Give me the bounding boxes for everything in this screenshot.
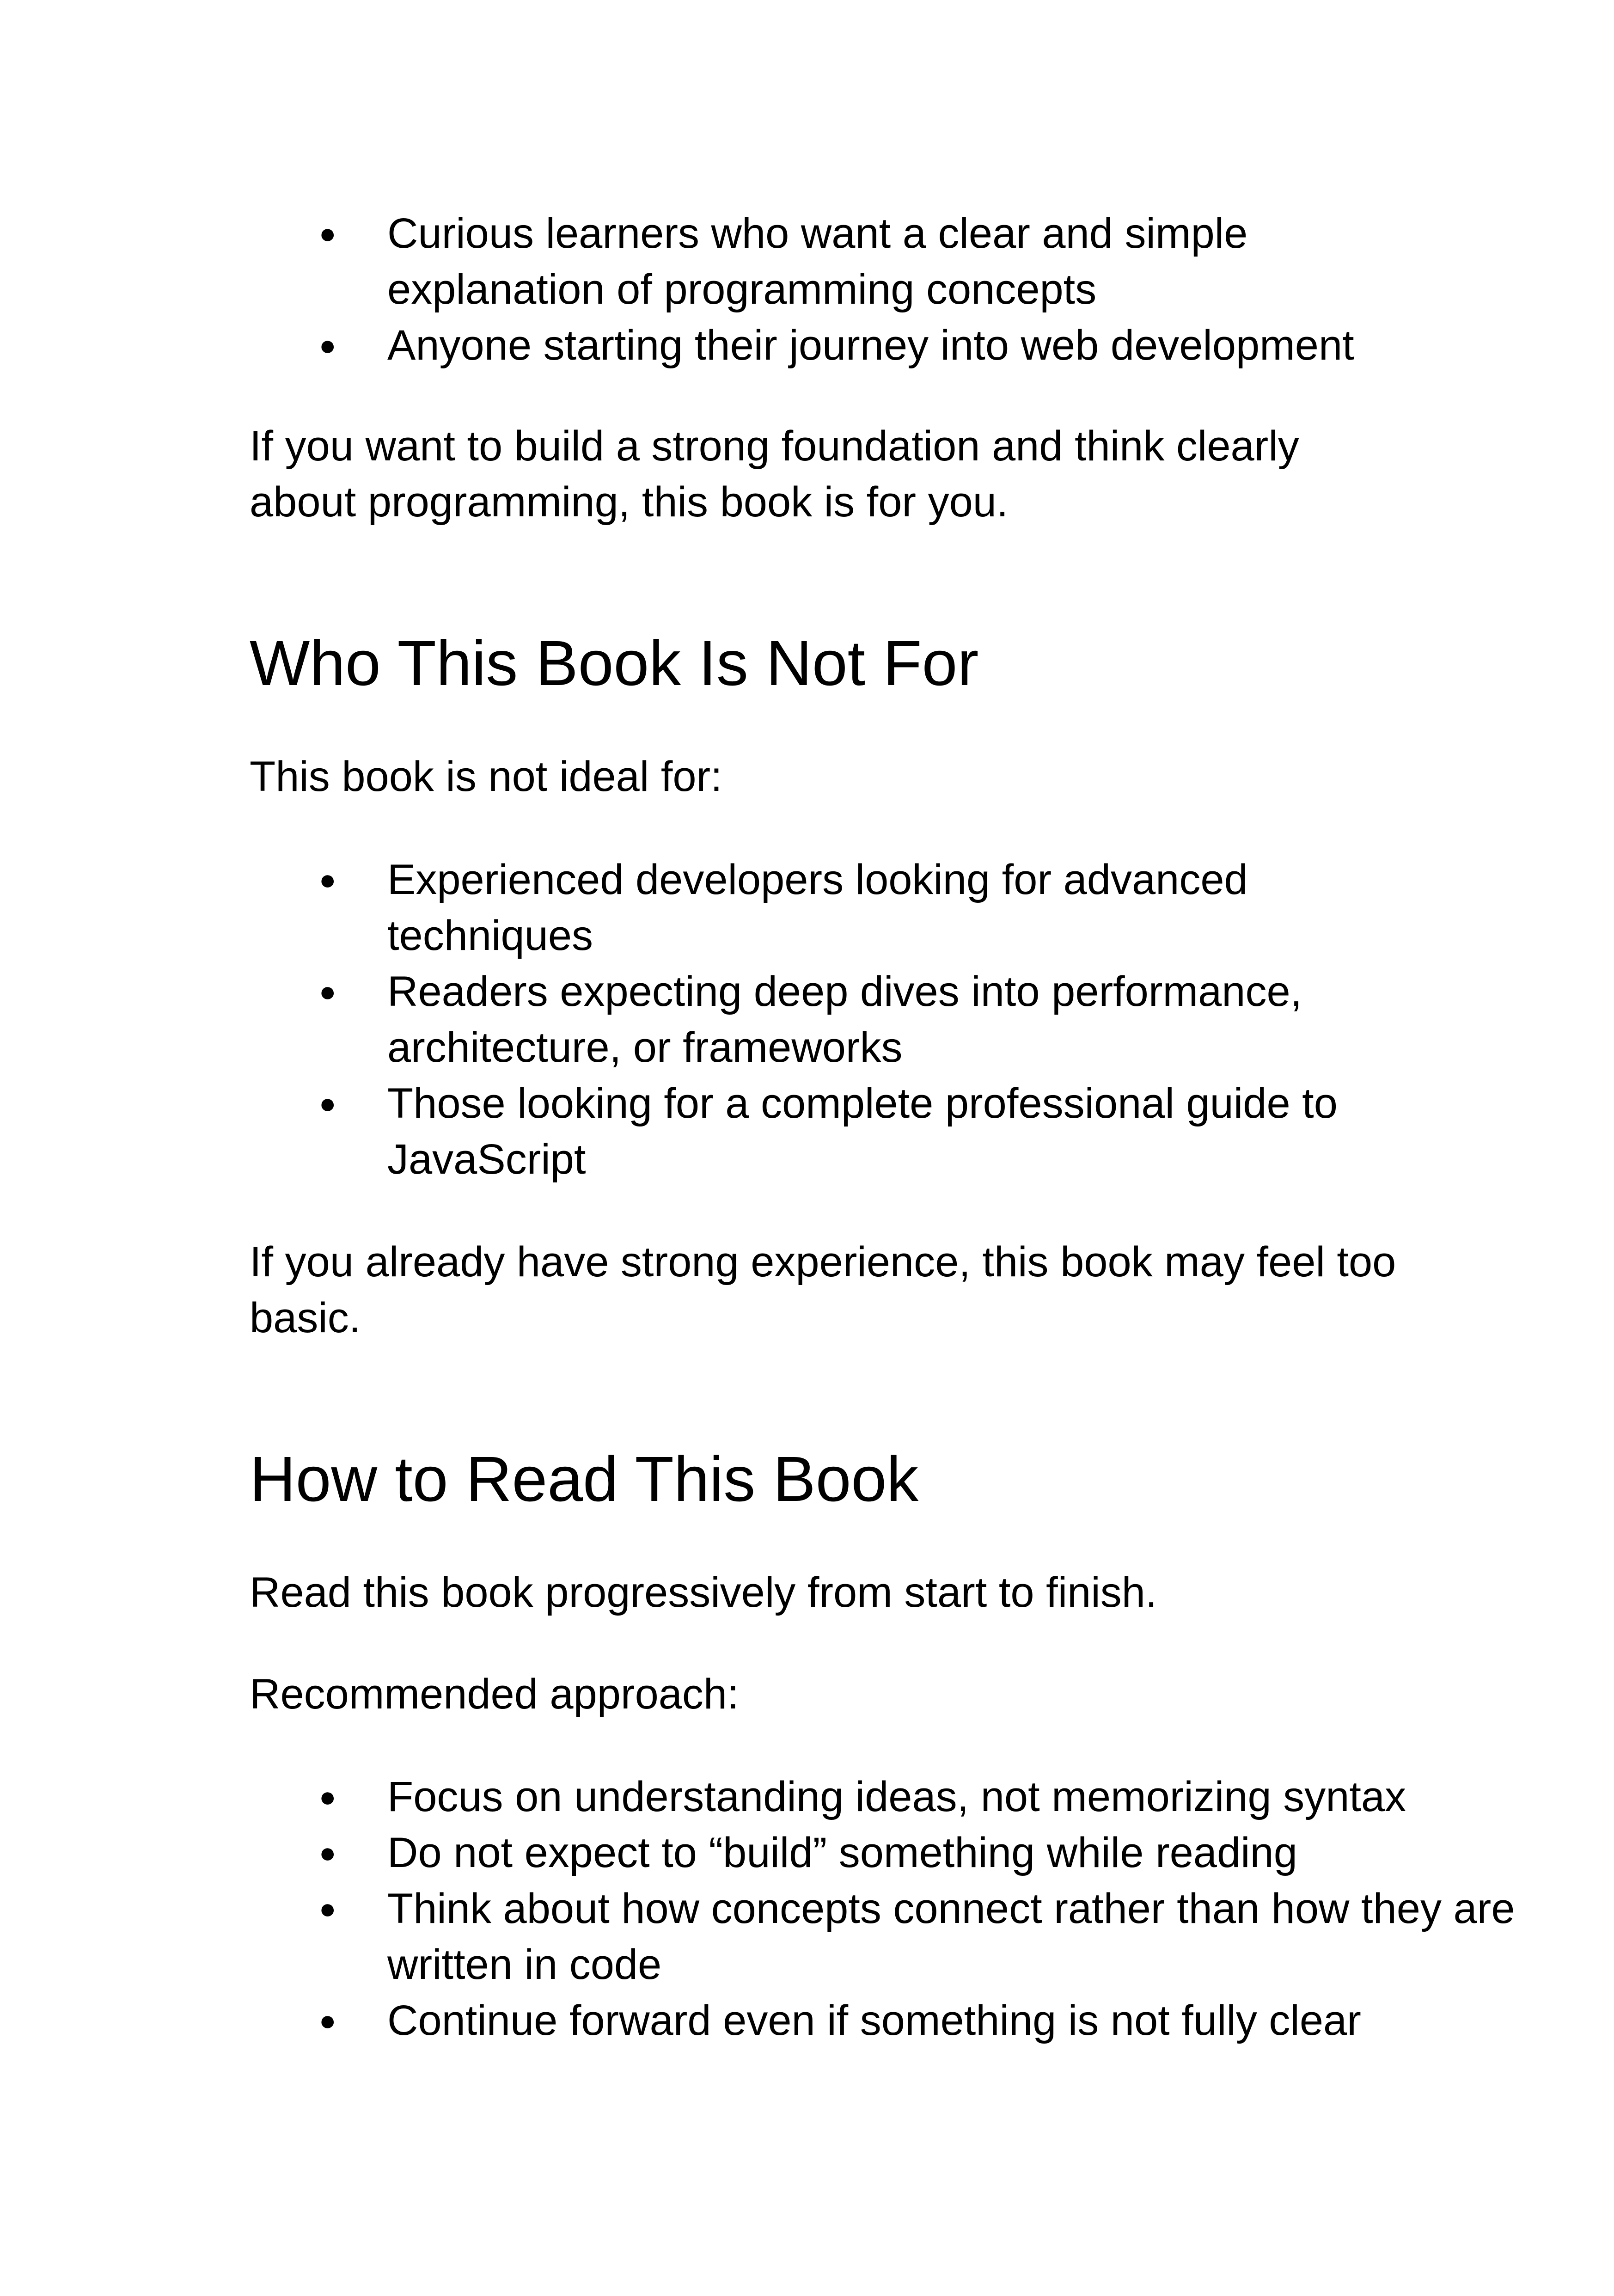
list-item [250, 206, 1395, 318]
list-item-text: Experienced developers looking for advanced techniques [387, 856, 1248, 959]
bullet-icon: ● [319, 864, 336, 896]
list-item [250, 852, 1404, 964]
not-for-bullet-list [250, 852, 1433, 1188]
list-item-text: Readers expecting deep dives into performance, architecture, or frameworks [387, 968, 1302, 1071]
bullet-icon: ● [319, 976, 336, 1008]
list-item [250, 1881, 1520, 1993]
bullet-icon: ● [319, 1781, 336, 1813]
list-item-text: Those looking for a complete professional guide to JavaScript [387, 1080, 1338, 1183]
list-item-text: Curious learners who want a clear and simple explanation of programming concepts [387, 210, 1248, 313]
bullet-icon: ● [319, 2005, 336, 2037]
bullet-icon: ● [319, 218, 336, 250]
list-item-text: Focus on understanding ideas, not memorizing syntax [387, 1773, 1406, 1820]
list-item [250, 1825, 1433, 1881]
section-heading-not-for: Who This Book Is Not For [250, 628, 979, 699]
intro-bullet-list [250, 206, 1433, 373]
list-item-text: Anyone starting their journey into web development [387, 322, 1354, 369]
bullet-icon: ● [319, 1088, 336, 1120]
bullet-icon: ● [319, 1893, 336, 1925]
section-heading-how-to-read: How to Read This Book [250, 1444, 919, 1515]
list-item [250, 1993, 1433, 2049]
list-item-text: Think about how concepts connect rather than how they are written in code [387, 1885, 1515, 1988]
list-item [250, 1769, 1433, 1825]
list-item-text: Do not expect to “build” something while reading [387, 1829, 1297, 1876]
list-item [250, 964, 1460, 1076]
bullet-icon: ● [319, 330, 336, 361]
bullet-icon: ● [319, 1837, 336, 1869]
list-item [250, 318, 1433, 373]
list-item-text: Continue forward even if something is not fully clear [387, 1997, 1361, 2044]
list-item [250, 1076, 1497, 1188]
recommended-approach-label: Recommended approach: [250, 1671, 739, 1718]
not-for-lead-paragraph: This book is not ideal for: [250, 753, 722, 800]
not-for-closing-paragraph: If you already have strong experience, this book may feel too basic. [250, 1238, 1396, 1341]
how-to-read-lead-paragraph: Read this book progressively from start to finish. [250, 1569, 1157, 1616]
intro-closing-paragraph: If you want to build a strong foundation and think clearly about programming, this book is for you. [250, 422, 1299, 526]
how-to-read-bullet-list [250, 1769, 1515, 2049]
